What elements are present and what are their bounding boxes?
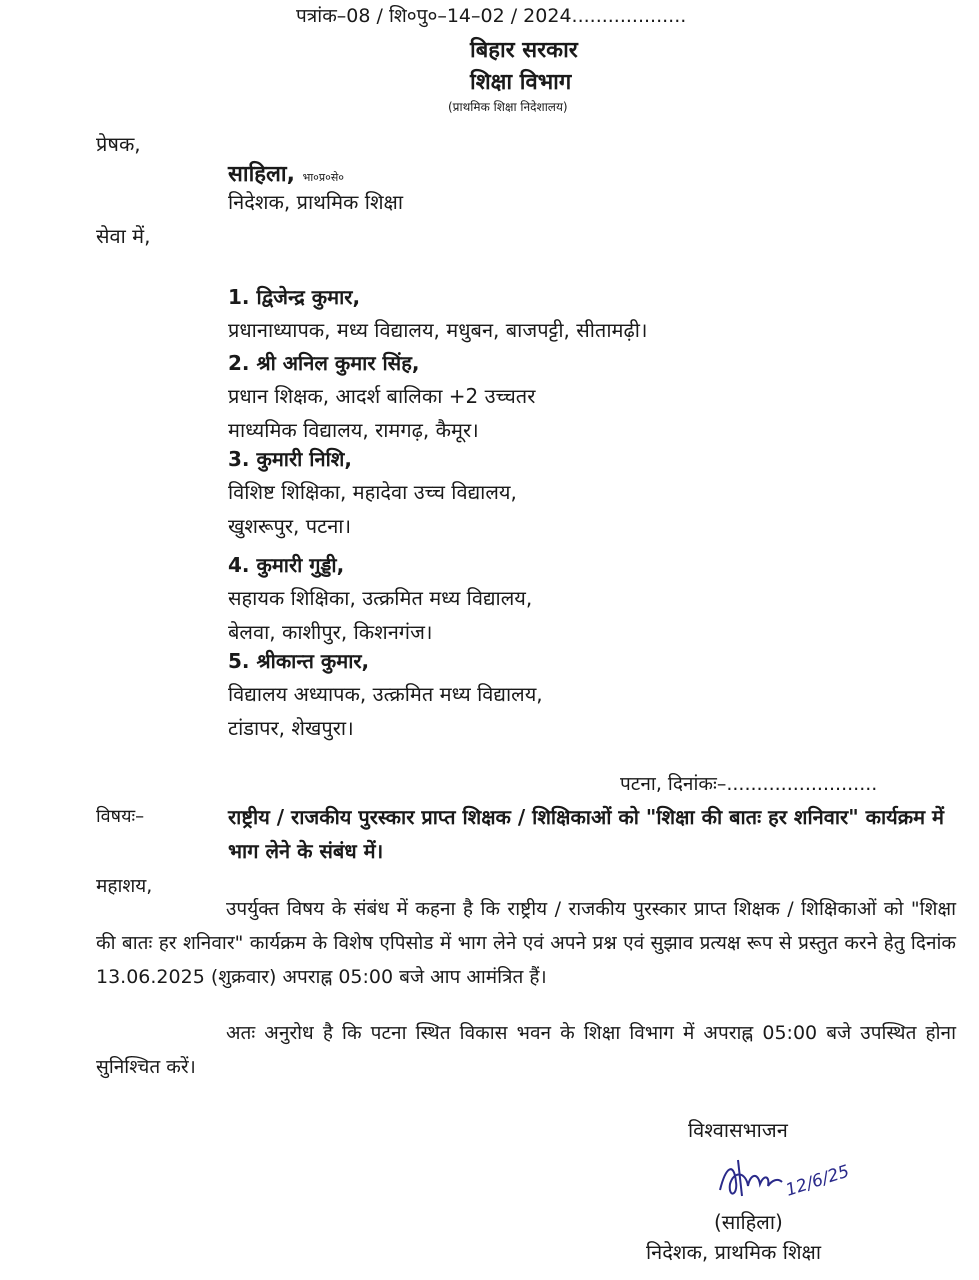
recipient-name: 1. द्विजेन्द्र कुमार,	[228, 285, 361, 309]
signature-stroke	[720, 1169, 782, 1193]
body-paragraph-2	[96, 1016, 956, 1084]
closing-text: विश्वासभाजन	[688, 1118, 788, 1142]
recipient-5	[228, 646, 543, 745]
sender-service: भा०प्र०से०	[302, 171, 345, 184]
recipient-address-line: बेलवा, काशीपुर, किशनगंज।	[228, 620, 433, 644]
signature-stroke	[738, 1160, 742, 1196]
recipient-4	[228, 550, 532, 649]
sender-label: प्रेषक,	[96, 132, 141, 156]
office-heading: (प्राथमिक शिक्षा निदेशालय)	[448, 100, 568, 114]
recipient-address-line: विद्यालय अध्यापक, उत्क्रमित मध्य विद्यालय,	[228, 682, 543, 706]
recipient-name: 5. श्रीकान्त कुमार,	[228, 649, 370, 673]
date-line: पटना, दिनांकः–.........................	[620, 773, 878, 795]
recipient-name: 4. कुमारी गुड्डी,	[228, 553, 345, 577]
government-heading: बिहार सरकार	[470, 38, 578, 63]
department-heading: शिक्षा विभाग	[470, 70, 572, 95]
signatory-designation: निदेशक, प्राथमिक शिक्षा	[646, 1240, 822, 1264]
signature-date: 12/6/25	[783, 1161, 852, 1201]
recipient-address-line: टांडापर, शेखपुरा।	[228, 716, 354, 740]
recipient-address-line: खुशरूपुर, पटना।	[228, 514, 352, 538]
recipient-address-line: माध्यमिक विद्यालय, रामगढ़, कैमूर।	[228, 418, 479, 442]
sender-designation: निदेशक, प्राथमिक शिक्षा	[228, 190, 404, 214]
recipient-3	[228, 444, 517, 543]
recipient-address-line: विशिष्ट शिक्षिका, महादेवा उच्च विद्यालय,	[228, 480, 517, 504]
recipients-label: सेवा में,	[96, 224, 151, 248]
body-paragraph-2-text: अतः अनुरोध है कि पटना स्थित विकास भवन के शिक्षा विभाग में अपराह्न 05:00 बजे उपस्थित होना सुनिश्चित करें।	[96, 1022, 956, 1078]
recipient-2	[228, 348, 535, 447]
reference-number: पत्रांक–08 / शि०पु०–14–02 / 2024...................	[296, 5, 687, 27]
body-paragraph-1-text: उपर्युक्त विषय के संबंध में कहना है कि राष्ट्रीय / राजकीय पुरस्कार प्राप्त शिक्षक / शिक्षिकाओं को "शिक्षा की बातः हर शनिवार" कार्यक्रम के विशेष एपिसोड में भाग लेने एवं अपने प्रश्न एवं सुझाव प्रत्यक्ष रूप से प्रस्तुत करने हेतु दिनांक 13.06.2025 (शुक्रवार) अपराह्न 05:00 बजे आप आमंत्रित हैं।	[96, 898, 956, 988]
signatory-name: (साहिला)	[714, 1210, 783, 1234]
signature-mark	[708, 1152, 868, 1216]
recipient-name: 2. श्री अनिल कुमार सिंह,	[228, 351, 420, 375]
subject-label: विषयः–	[96, 806, 145, 827]
recipient-name: 3. कुमारी निशि,	[228, 447, 352, 471]
subject-text: राष्ट्रीय / राजकीय पुरस्कार प्राप्त शिक्षक / शिक्षिकाओं को "शिक्षा की बातः हर शनिवार" कार्यक्रम में भाग लेने के संबंध में।	[228, 805, 944, 863]
recipient-1	[228, 282, 648, 347]
recipient-address-line: प्रधान शिक्षक, आदर्श बालिका +2 उच्चतर	[228, 384, 536, 408]
body-paragraph-1	[96, 892, 956, 994]
sender-name-text: साहिला,	[228, 162, 295, 187]
recipient-address-line: प्रधानाध्यापक, मध्य विद्यालय, मधुबन, बाजपट्टी, सीतामढ़ी।	[228, 318, 648, 342]
salutation: महाशय,	[96, 875, 153, 897]
sender-name	[228, 158, 344, 188]
recipient-address-line: सहायक शिक्षिका, उत्क्रमित मध्य विद्यालय,	[228, 586, 533, 610]
